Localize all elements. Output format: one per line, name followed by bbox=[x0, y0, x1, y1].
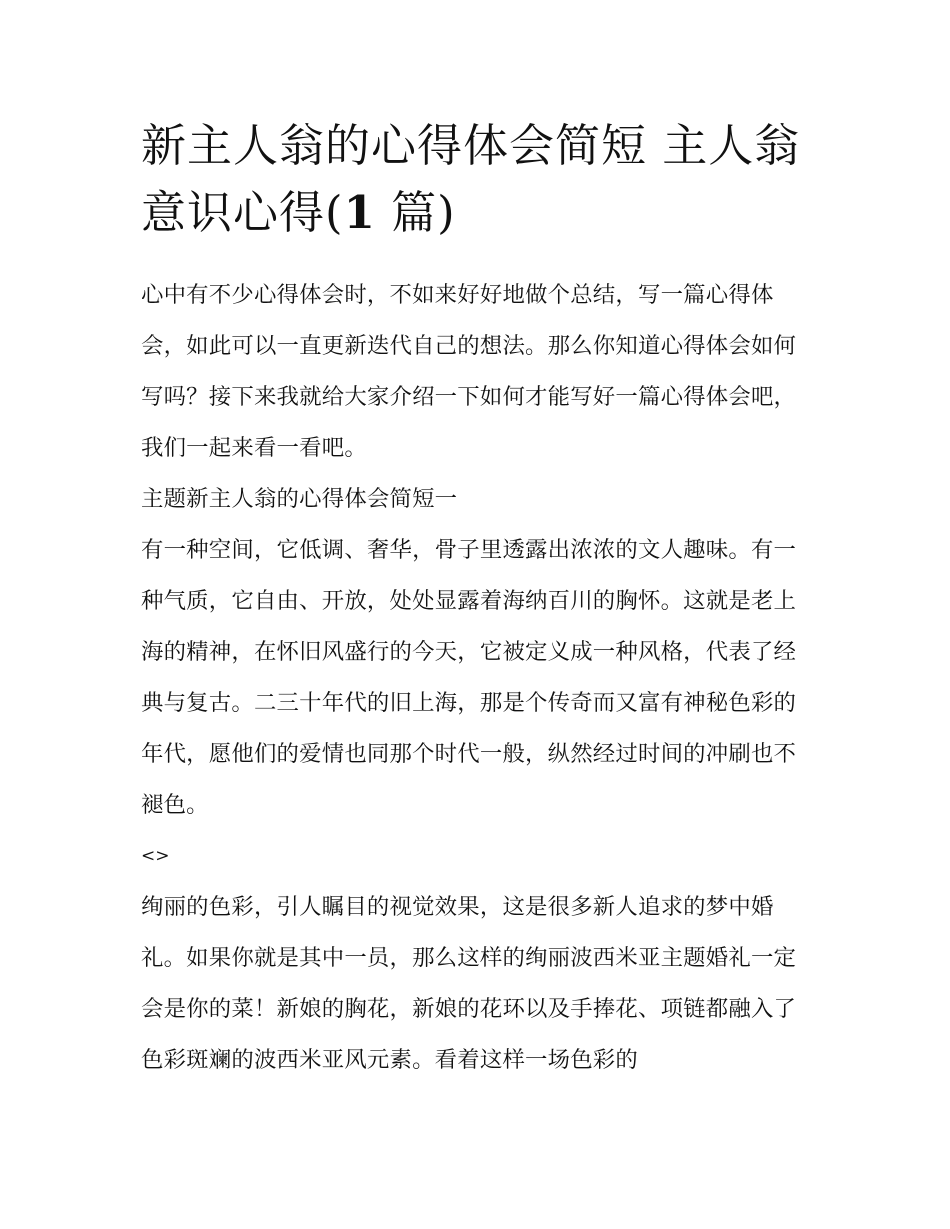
title-count: 1 bbox=[343, 186, 376, 239]
body-paragraph: 绚丽的色彩，引人瞩目的视觉效果，这是很多新人追求的梦中婚礼。如果你就是其中一员，那么这样的绚丽波西米亚主题婚礼一定会是你的菜！新娘的胸花，新娘的花环以及手捧花、项链都融入了色彩斑斓的波西米亚风元素。看着这样一场色彩的 bbox=[141, 894, 797, 1073]
intro-paragraph: 心中有不少心得体会时，不如来好好地做个总结，写一篇心得体会，如此可以一直更新迭代自己的想法。那么你知道心得体会如何写吗？接下来我就给大家介绍一下如何才能写好一篇心得体会吧，我们一起来看一看吧。 bbox=[141, 282, 797, 461]
body-paragraph: 有一种空间，它低调、奢华，骨子里透露出浓浓的文人趣味。有一种气质，它自由、开放，处处显露着海纳百川的胸怀。这就是老上海的精神，在怀旧风盛行的今天，它被定义成一种风格，代表了经典与复古。二三十年代的旧上海，那是个传奇而又富有神秘色彩的年代，愿他们的爱情也同那个时代一般，纵然经过时间的冲刷也不褪色。 bbox=[141, 537, 797, 818]
placeholder-marker: <> bbox=[141, 846, 170, 866]
document-body bbox=[141, 270, 813, 1086]
document-page bbox=[141, 112, 813, 1086]
section-heading: 主题新主人翁的心得体会简短一 bbox=[141, 486, 458, 512]
title-text: 新主人翁的心得体会简短 主人翁意识心得( bbox=[141, 119, 801, 239]
title-suffix: 篇) bbox=[375, 186, 456, 239]
document-title bbox=[141, 112, 813, 246]
